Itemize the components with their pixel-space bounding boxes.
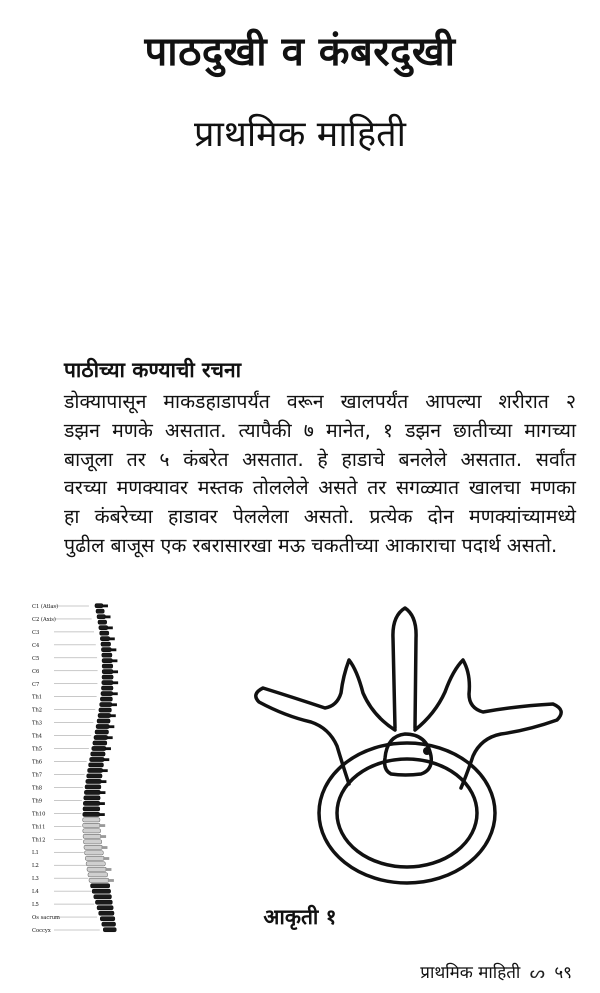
paragraph-line: डोक्यापासून माकडहाडापर्यंत वरून खालपर्यंत आपल्या शरीरात २ bbox=[64, 390, 576, 413]
vertebra-segment bbox=[99, 708, 112, 712]
vertebra-segment bbox=[100, 631, 109, 635]
vertebra-segment bbox=[85, 785, 101, 789]
spine-label: C1 (Atlas) bbox=[32, 604, 59, 610]
vertebra-segment bbox=[99, 626, 108, 630]
spinous-process bbox=[112, 670, 118, 673]
vertebra-segment bbox=[100, 637, 109, 641]
paragraph-line: पुढील बाजूस एक रबरासारखा मऊ चकतीच्या आकाराचा पदार्थ असतो. bbox=[64, 533, 558, 557]
spinous-process bbox=[110, 714, 116, 717]
vertebra-segment bbox=[83, 807, 100, 811]
spine-label: C7 bbox=[32, 681, 40, 688]
vertebra-segment bbox=[94, 735, 108, 739]
paragraph-line: बाजूला तर ५ कंबरेत असतात. हे हाडाचे बनलेले असतात. सर्वांत bbox=[64, 447, 576, 471]
spine-label: Th1 bbox=[32, 694, 43, 701]
vertebra-segment bbox=[90, 757, 105, 761]
vertebra-segment bbox=[93, 741, 107, 745]
vertebra-segment bbox=[91, 884, 110, 888]
spinous-process bbox=[102, 769, 108, 772]
paragraph-line: डझन मणके असतात. त्यापैकी ७ मानेत, १ डझन छातीच्या मागच्या bbox=[64, 418, 576, 442]
spinous-process bbox=[99, 824, 105, 827]
spinous-process bbox=[100, 780, 106, 783]
vertebra-segment bbox=[97, 615, 105, 619]
spine-label: Coccyx bbox=[32, 928, 51, 934]
vertebra-segment bbox=[83, 829, 101, 833]
spinous-process bbox=[111, 703, 117, 706]
spinous-process bbox=[105, 615, 111, 618]
vertebra-segment bbox=[84, 796, 100, 800]
vertebra-segment bbox=[102, 675, 113, 679]
spine-label: L1 bbox=[32, 850, 39, 857]
vertebra-segment bbox=[101, 686, 113, 690]
spine-label: Th2 bbox=[32, 707, 43, 714]
spinous-process bbox=[101, 846, 107, 849]
vertebra-segment bbox=[102, 680, 113, 684]
vertebra-segment bbox=[84, 845, 102, 849]
spinous-process bbox=[99, 791, 105, 794]
vertebra-segment bbox=[98, 620, 107, 624]
vertebra-segment bbox=[88, 768, 103, 772]
spinous-process bbox=[107, 736, 113, 739]
spine-label: Th4 bbox=[32, 733, 43, 740]
spinous-process bbox=[109, 637, 115, 640]
vertebra-segment bbox=[91, 752, 105, 756]
spinous-process bbox=[99, 813, 105, 816]
spine-label: L2 bbox=[32, 863, 39, 870]
spine-label: C6 bbox=[32, 668, 40, 675]
spine-label: C4 bbox=[32, 642, 40, 649]
vertebra-segment bbox=[86, 862, 105, 866]
vertebra-segment bbox=[92, 889, 110, 893]
body-paragraph bbox=[64, 388, 576, 561]
paragraph-line: हा कंबरेच्या हाडावर पेललेला असतो. प्रत्येक दोन मणक्यांच्यामध्ये bbox=[64, 505, 576, 529]
vertebra-segment bbox=[101, 648, 111, 652]
running-title: प्राथमिक माहिती bbox=[420, 963, 521, 983]
spine-label: L5 bbox=[32, 902, 39, 909]
figure-caption: आकृती १ bbox=[263, 905, 337, 929]
vertebra-segment bbox=[100, 702, 112, 706]
vertebra-segment bbox=[95, 604, 103, 608]
vertebra-segment bbox=[97, 719, 110, 723]
spinous-process bbox=[111, 659, 117, 662]
vertebra-segment bbox=[87, 774, 102, 778]
spinous-process bbox=[99, 802, 105, 805]
vertebra-segment bbox=[85, 856, 104, 860]
spine-label: Th7 bbox=[32, 772, 43, 779]
vertebra-segment bbox=[102, 653, 112, 657]
vertebra-segment bbox=[100, 697, 112, 701]
spine-label: C3 bbox=[32, 629, 40, 636]
spine-illustration bbox=[30, 598, 140, 938]
spine-label: Th3 bbox=[32, 720, 43, 727]
spine-label: Th8 bbox=[32, 785, 43, 792]
spinous-process bbox=[105, 747, 111, 750]
spinous-process bbox=[103, 758, 109, 761]
vertebra-segment bbox=[102, 659, 112, 663]
vertebra-segment bbox=[96, 609, 104, 613]
vertebra-segment bbox=[86, 779, 102, 783]
spinous-process bbox=[103, 857, 109, 860]
vertebra-segment bbox=[101, 642, 111, 646]
vertebra-segment bbox=[95, 730, 108, 734]
vertebra-segment bbox=[83, 818, 100, 822]
section-heading: पाठीच्या कण्याची रचना bbox=[64, 358, 242, 382]
vertebra-segment bbox=[83, 812, 100, 816]
spine-label: C5 bbox=[32, 655, 40, 662]
vertebra-segment bbox=[92, 746, 106, 750]
ornament-icon: ᔕ bbox=[529, 963, 545, 983]
spine-label: Th10 bbox=[32, 811, 46, 818]
page-title: पाठदुखी व कंबरदुखी bbox=[144, 29, 456, 75]
vertebra-illustration bbox=[245, 598, 575, 898]
spinous-process bbox=[100, 835, 106, 838]
spinous-process bbox=[107, 626, 113, 629]
spine-label: Th5 bbox=[32, 746, 43, 753]
vertebra-segment bbox=[83, 834, 101, 838]
spinous-process bbox=[102, 605, 108, 608]
vertebra-segment bbox=[89, 878, 109, 882]
vertebra-segment bbox=[101, 691, 113, 695]
vertebra-segment bbox=[102, 669, 113, 673]
vertebra-segment bbox=[89, 763, 104, 767]
vertebra-segment bbox=[88, 873, 108, 877]
spine-label: Th11 bbox=[32, 824, 46, 831]
vertebra-segment bbox=[84, 840, 102, 844]
spinous-process bbox=[112, 692, 118, 695]
vertebra-segment bbox=[85, 851, 104, 855]
paragraph-line: वरच्या मणक्यावर मस्तक तोललेले असते तर सगळ्यात खालचा मणका bbox=[64, 476, 576, 500]
spine-label: Os sacrum bbox=[32, 915, 60, 922]
vertebra-segment bbox=[96, 724, 109, 728]
vertebra-segment bbox=[94, 895, 112, 899]
spinous-process bbox=[112, 681, 118, 684]
spinous-process bbox=[105, 868, 111, 871]
vertebra-segment bbox=[102, 664, 113, 668]
page-number: ५९ bbox=[554, 963, 572, 983]
page-footer bbox=[420, 960, 572, 983]
vertebra-segment bbox=[83, 823, 100, 827]
vertebra-segment bbox=[83, 801, 100, 805]
spine-label: Th6 bbox=[32, 759, 43, 766]
spine-label: C2 (Axis) bbox=[32, 616, 56, 623]
spine-label: L3 bbox=[32, 876, 39, 883]
spine-label: Th9 bbox=[32, 798, 43, 805]
spinous-process bbox=[110, 648, 116, 651]
page-subtitle: प्राथमिक माहिती bbox=[194, 114, 406, 155]
vertebra-segment bbox=[84, 790, 100, 794]
spinous-process bbox=[108, 879, 114, 882]
spine-label: L4 bbox=[32, 889, 39, 896]
vertebra-segment bbox=[98, 713, 111, 717]
spine-label: Th12 bbox=[32, 837, 46, 844]
spinous-process bbox=[108, 725, 114, 728]
vertebra-segment bbox=[87, 867, 106, 871]
